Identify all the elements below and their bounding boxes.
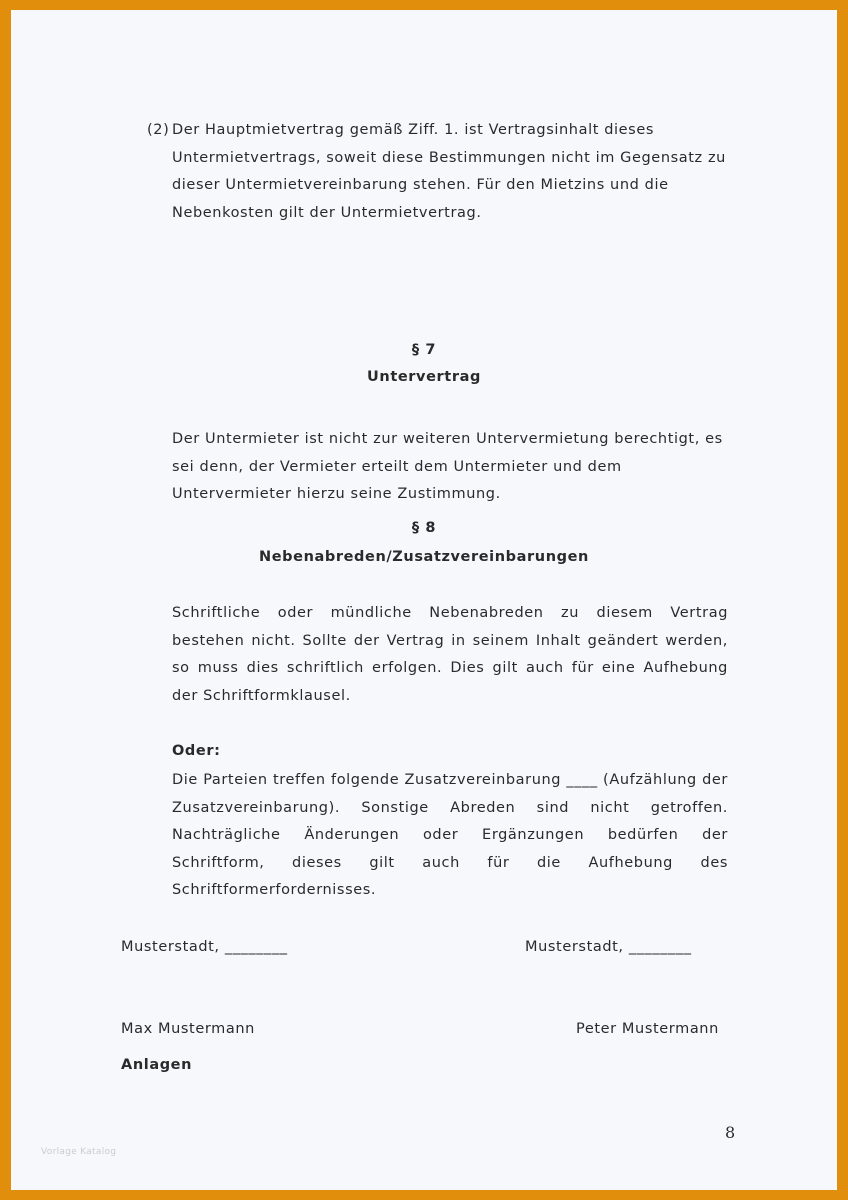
alternative-label: Oder:: [172, 743, 221, 759]
section-8-number: § 8: [411, 520, 437, 536]
document-page: [11, 10, 837, 1190]
signature-place-right: Musterstadt, ________: [525, 939, 692, 955]
alternative-text: Die Parteien treffen folgende Zusatzvereinbarung ____ (Aufzählung der Zusatzvereinbarung). Sonstige Abreden sind nicht getroffen. Nachträgliche Änderungen oder Ergänzungen bedürfen der Schriftform, dieses gilt auch für die Aufhebung des Schriftformerfordernisses.: [172, 772, 728, 899]
clause-number: (2): [147, 122, 170, 138]
clause-text: Der Hauptmietvertrag gemäß Ziff. 1. ist Vertragsinhalt dieses Untermietvertrags, soweit diese Bestimmungen nicht im Gegensatz zu dieser Untermietvereinbarung stehen. Für den Mietzins und die Nebenkosten gilt der Untermietvertrag.: [172, 122, 726, 221]
page-number: 8: [725, 1123, 736, 1142]
watermark: Vorlage Katalog: [41, 1147, 117, 1157]
signature-name-right: Peter Mustermann: [576, 1021, 719, 1037]
section-8-text: Schriftliche oder mündliche Nebenabreden zu diesem Vertrag bestehen nicht. Sollte der Vertrag in seinem Inhalt geändert werden, so muss dies schriftlich erfolgen. Dies gilt auch für eine Aufhebung der Schriftformklausel.: [172, 605, 728, 704]
section-8-title: Nebenabreden/Zusatzvereinbarungen: [259, 549, 589, 565]
clause-2: [147, 117, 737, 227]
section-7-text: Der Untermieter ist nicht zur weiteren Untervermietung berechtigt, es sei denn, der Vermieter erteilt dem Untermieter und dem Untervermieter hierzu seine Zustimmung.: [172, 431, 723, 503]
attachments-heading: Anlagen: [121, 1057, 193, 1073]
section-7-number: § 7: [411, 342, 437, 358]
section-7-title: Untervertrag: [367, 369, 481, 385]
signature-place-left: Musterstadt, ________: [121, 939, 288, 955]
signature-name-left: Max Mustermann: [121, 1021, 255, 1037]
